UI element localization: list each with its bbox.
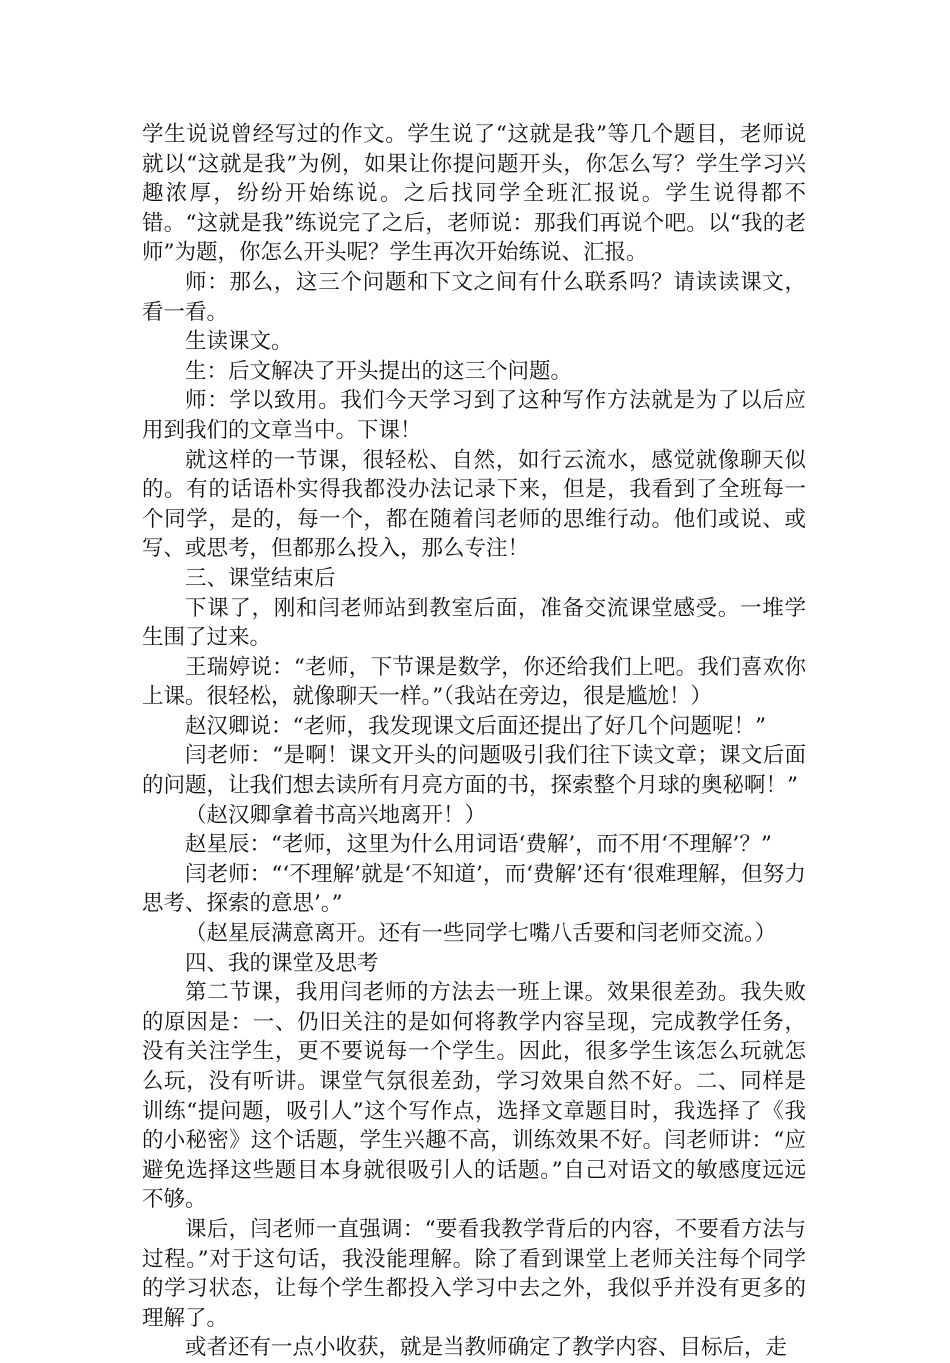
- paragraph-2: 师：那么，这三个问题和下文之间有什么联系吗？请读读课文，看一看。: [142, 269, 806, 325]
- paragraph-15: （赵星辰满意离开。还有一些同学七嘴八舌要和闫老师交流。）: [185, 921, 777, 947]
- paragraph-4: 生：后文解决了开头提出的这三个问题。: [185, 358, 573, 384]
- paragraph-8: 下课了，刚和闫老师站到教室后面，准备交流课堂感受。一堆学生围了过来。: [142, 595, 806, 651]
- paragraph-13: 赵星辰：“老师，这里为什么用词语‘费解’，而不用‘不理解’？”: [185, 832, 772, 858]
- paragraph-6: 就这样的一节课，很轻松、自然，如行云流水，感觉就像聊天似的。有的话语朴实得我都没办法记录下来，但是，我看到了全班每一个同学，是的，每一个，都在随着闫老师的思维行动。他们或说、或写、或思考，但都那么投入，那么专注！: [142, 447, 806, 562]
- paragraph-17: 第二节课，我用闫老师的方法去一班上课。效果很差劲。我失败的原因是：一、仍旧关注的是如何将教学内容呈现，完成教学任务，没有关注学生，更不要说每一个学生。因此，很多学生该怎么玩就怎么玩，没有听讲。课堂气氛很差劲，学习效果自然不好。二、同样是训练“提问题，吸引人”这个写作点，选择文章题目时，我选择了《我的小秘密》这个话题，学生兴趣不高，训练效果不好。闫老师讲：“应避免选择这些题目本身就很吸引人的话题。”自己对语文的敏感度远远不够。: [142, 980, 806, 1213]
- paragraph-5: 师：学以致用。我们今天学习到了这种写作方法就是为了以后应用到我们的文章当中。下课！: [142, 388, 806, 443]
- paragraph-14: 闫老师：“‘不理解’就是‘不知道’，而‘费解’还有‘很难理解，但努力思考、探索的意思’。”: [142, 861, 806, 917]
- paragraph-10: 赵汉卿说：“老师，我发现课文后面还提出了好几个问题呢！”: [185, 713, 766, 739]
- document-page: [142, 120, 806, 1363]
- paragraph-9: 王瑞婷说：“老师，下节课是数学，你还给我们上吧。我们喜欢你上课。很轻松，就像聊天一样。”（我站在旁边，很是尴尬！）: [142, 654, 806, 710]
- paragraph-1: 学生说说曾经写过的作文。学生说了“这就是我”等几个题目，老师说就以“这就是我”为例，如果让你提问题开头，你怎么写？学生学习兴趣浓厚，纷纷开始练说。之后找同学全班汇报说。学生说得都不错。“这就是我”练说完了之后，老师说：那我们再说个吧。以“我的老师”为题，你怎么开头呢？学生再次开始练说、汇报。: [142, 122, 806, 266]
- paragraph-12: （赵汉卿拿着书高兴地离开！）: [185, 802, 487, 828]
- paragraph-19: 或者还有一点小收获，就是当教师确定了教学内容、目标后，走: [185, 1335, 788, 1361]
- section-heading-4: 四、我的课堂及思考: [185, 950, 379, 976]
- paragraph-18: 课后，闫老师一直强调：“要看我教学背后的内容，不要看方法与过程。”对于这句话，我没能理解。除了看到课堂上老师关注每个同学的学习状态，让每个学生都投入学习中去之外，我似乎并没有更多的理解了。: [142, 1216, 806, 1331]
- section-heading-3: 三、课堂结束后: [185, 565, 336, 591]
- paragraph-11: 闫老师：“是啊！课文开头的问题吸引我们往下读文章；课文后面的问题，让我们想去读所有月亮方面的书，探索整个月球的奥秘啊！”: [142, 743, 806, 799]
- paragraph-3: 生读课文。: [185, 329, 293, 355]
